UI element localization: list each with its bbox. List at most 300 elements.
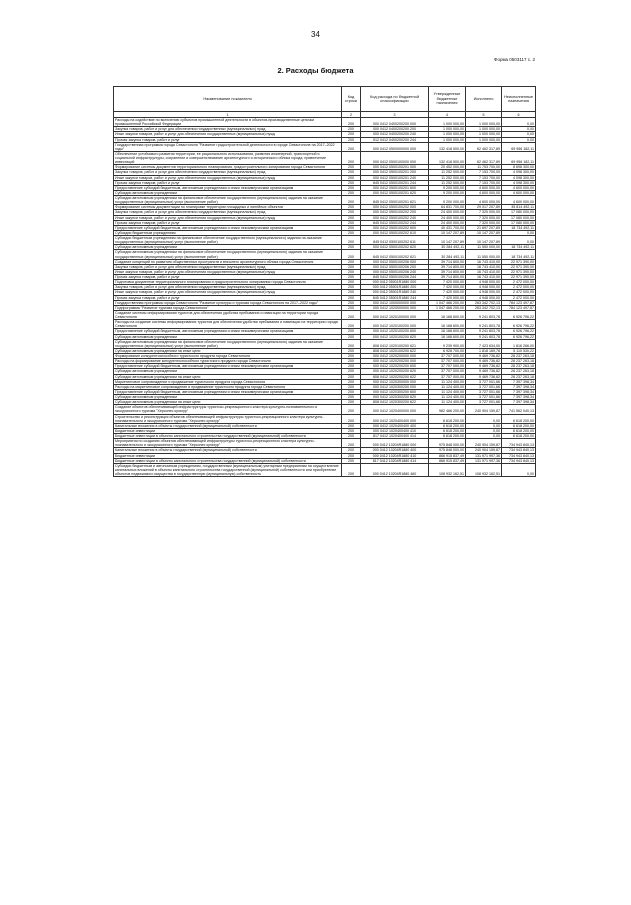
row-code: 200: [342, 236, 361, 245]
row-approved: 1 000 000,00: [429, 137, 466, 142]
row-name: Иные закупки товаров, работ и услуг для обеспечения государственных (муниципальных) нужд: [114, 175, 342, 180]
row-approved: 39 714 800,00: [429, 264, 466, 269]
row-approved: 132 418 500,00: [429, 151, 466, 164]
row-executed: 1 000 000,00: [466, 132, 502, 137]
row-approved: 11 124 400,00: [429, 379, 466, 384]
row-remaining: 2 472 000,00: [502, 280, 536, 285]
row-remaining: 28 237 263,18: [502, 374, 536, 379]
row-remaining: 69 956 182,11: [502, 151, 536, 164]
row-executed: 108 932 162,51: [466, 463, 502, 476]
row-remaining: 0,00: [502, 137, 536, 142]
row-classifier: 000 0412 1020300200 620: [361, 395, 429, 400]
row-classifier: 000 0412 10204R1880 460: [361, 463, 429, 476]
row-approved: 10 147 207,89: [429, 230, 466, 235]
row-classifier: 000 0412 1020300200 000: [361, 384, 429, 389]
row-name: Подготовка документов территориального планирования и градостроительного зонирования города Севастополя: [114, 280, 342, 285]
row-approved: 1 047 466 200,00: [429, 300, 466, 305]
row-executed: 240 904 159,87: [466, 448, 502, 453]
row-approved: 37 707 000,00: [429, 369, 466, 374]
row-approved: 24 400 000,00: [429, 210, 466, 215]
row-classifier: 000 0412 1020100200 600: [361, 329, 429, 334]
row-name: Предоставление субсидий бюджетным, автономным учреждениям и иным некоммерческим организациям: [114, 364, 342, 369]
row-executed: 29 017 207,89: [466, 205, 502, 210]
row-executed: 9 469 736,82: [466, 359, 502, 364]
header-code: Код строки: [342, 87, 361, 112]
row-code: 200: [342, 439, 361, 448]
row-executed: 4 600 000,00: [466, 190, 502, 195]
row-approved: 20 452 000,00: [429, 165, 466, 170]
row-code: 200: [342, 280, 361, 285]
row-executed: 1 000 000,00: [466, 137, 502, 142]
row-approved: 24 400 000,00: [429, 220, 466, 225]
row-name: Создание системы информирования туристов для обеспечения удобства пребывания и навигации на территории города Севастополя: [114, 310, 342, 319]
row-name: Иные закупки товаров, работ и услуг для обеспечения государственных (муниципальных) нужд: [114, 290, 342, 295]
row-code: 200: [342, 369, 361, 374]
row-name: Предоставление субсидий бюджетным, автономным учреждениям и иным некоммерческим организациям: [114, 225, 342, 230]
row-classifier: 845 0412 0500100201 621: [361, 196, 429, 205]
row-executed: 0,00: [466, 428, 502, 433]
row-remaining: 22 971 390,00: [502, 259, 536, 264]
row-name: Субсидии автономным учреждениям на финансовое обеспечение государственного (муниципального) задания на оказание государственных (муниципальных) услуг (выполнение работ): [114, 250, 342, 259]
row-name: Создание объектов обеспечивающей инфраструктуры туристско-рекреационного кластера культурно-познавательного и экскурсионного туризма "Херсонес культур": [114, 405, 342, 414]
row-executed: 16 743 410,00: [466, 264, 502, 269]
row-code: 200: [342, 245, 361, 250]
row-remaining: 2 472 000,00: [502, 285, 536, 290]
row-classifier: 000 0412 1020200200 600: [361, 364, 429, 369]
row-code: 200: [342, 423, 361, 428]
row-approved: 132 418 500,00: [429, 142, 466, 151]
row-name: Субсидии автономным учреждениям: [114, 395, 342, 400]
row-remaining: 6 618 200,00: [502, 434, 536, 439]
row-name: Субсидии автономным учреждениям на иные цели: [114, 400, 342, 405]
row-name: Субсидии автономным учреждениям: [114, 369, 342, 374]
row-executed: 11 550 000,00: [466, 245, 502, 250]
row-executed: 62 462 317,89: [466, 142, 502, 151]
row-remaining: 7 397 398,34: [502, 379, 536, 384]
row-executed: 16 743 410,00: [466, 269, 502, 274]
row-code: 200: [342, 275, 361, 280]
table-row: [114, 405, 536, 414]
row-code: 200: [342, 151, 361, 164]
row-code: 200: [342, 300, 361, 305]
row-executed: 7 320 000,00: [466, 210, 502, 215]
row-approved: 11 124 400,00: [429, 384, 466, 389]
row-classifier: 845 0412 0500100201 244: [361, 180, 429, 185]
table-row: [114, 236, 536, 245]
row-approved: 11 124 400,00: [429, 395, 466, 400]
row-executed: 0,00: [466, 423, 502, 428]
row-approved: 6 618 200,00: [429, 414, 466, 423]
row-approved: 11 252 000,00: [429, 180, 466, 185]
row-approved: 37 707 000,00: [429, 354, 466, 359]
row-code: 200: [342, 389, 361, 394]
row-executed: 4 948 000,00: [466, 280, 502, 285]
row-executed: 62 462 317,89: [466, 151, 502, 164]
row-code: 200: [342, 127, 361, 132]
row-classifier: 000 0412 1020300200 600: [361, 389, 429, 394]
row-classifier: 000 0412 1020100200 620: [361, 334, 429, 339]
table-header: [114, 87, 536, 118]
row-classifier: 000 0412 0500100202 600: [361, 225, 429, 230]
row-remaining: 0,00: [502, 118, 536, 127]
row-code: 200: [342, 295, 361, 300]
table-body: [114, 118, 536, 477]
row-name: Расходы на содействие по включению субъектов промышленной деятельности в обьектов-производственные цепочки промышленной Российской Федерации: [114, 118, 342, 127]
column-number: 4: [429, 112, 466, 118]
row-executed: 16 743 410,00: [466, 259, 502, 264]
row-remaining: 0,00: [502, 132, 536, 137]
row-approved: 9 200 000,00: [429, 185, 466, 190]
row-classifier: 000 0412 0500100201 000: [361, 165, 429, 170]
row-code: 200: [342, 359, 361, 364]
row-approved: 16 168 600,00: [429, 334, 466, 339]
row-classifier: 000 0412 0500100202 240: [361, 215, 429, 220]
row-approved: 9 200 000,00: [429, 190, 466, 195]
row-code: 200: [342, 230, 361, 235]
row-classifier: 000 0412 05001R1880 000: [361, 280, 429, 285]
row-code: 200: [342, 405, 361, 414]
row-name: Закупка товаров, работ и услуг для обеспечения государственных (муниципальных) нужд: [114, 127, 342, 132]
row-classifier: 817 0412 1020400400 414: [361, 434, 429, 439]
row-code: 200: [342, 348, 361, 353]
row-remaining: 4 098 300,00: [502, 175, 536, 180]
row-classifier: 000 0412 0500100201 620: [361, 190, 429, 195]
row-approved: 7 420 000,00: [429, 290, 466, 295]
row-classifier: 808 0412 1020100200 621: [361, 339, 429, 348]
table-row: [114, 118, 536, 127]
row-code: 200: [342, 329, 361, 334]
row-approved: 975 848 000,00: [429, 448, 466, 453]
row-classifier: 000 0412 0400200200 240: [361, 132, 429, 137]
header-approved: Утвержденные бюджетные назначения: [429, 87, 466, 112]
row-executed: 1 000 000,00: [466, 127, 502, 132]
column-number: 6: [502, 112, 536, 118]
row-code: 200: [342, 379, 361, 384]
row-classifier: 000 0412 1020200200 000: [361, 359, 429, 364]
header-remaining: Неисполненные назначения: [502, 87, 536, 112]
row-approved: 9 200 000,00: [429, 196, 466, 205]
row-remaining: 2 472 000,00: [502, 290, 536, 295]
row-name: Прочая закупка товаров, работ и услуг: [114, 295, 342, 300]
form-label: Форма 0503117 с. 2: [494, 57, 535, 62]
row-remaining: 741 562 040,13: [502, 405, 536, 414]
row-classifier: 000 0412 1020400400 400: [361, 423, 429, 428]
row-name: Субсидии бюджетным учреждениям на финансовое обеспечение государственного (муниципального) задания на оказание государственных (муниципальных) услуг (выполнение работ): [114, 236, 342, 245]
row-name: Прочая закупка товаров, работ и услуг: [114, 137, 342, 142]
row-name: Предоставление субсидий бюджетным, автономным учреждениям и иным некоммерческим организациям: [114, 185, 342, 190]
row-remaining: 2 472 000,00: [502, 295, 536, 300]
row-executed: 0,00: [466, 414, 502, 423]
table-row: [114, 414, 536, 423]
row-name: Субсидии автономным учреждениям на финансовое обеспечение государственного (муниципального) задания на оказание государственных (муниципальных) услуг (выполнение работ): [114, 339, 342, 348]
row-code: 200: [342, 180, 361, 185]
row-name: Субсидии бюджетным и автономным учреждениям, государственным (муниципальным) унитарным предприятиям на осуществление капитальных вложений в объекты капитального строительства государственной (муниципальной) собственности или приобретение объектов недвижимого имущества в государственную (муниципальную) собственность: [114, 463, 342, 476]
row-executed: 7 153 700,00: [466, 175, 502, 180]
row-executed: 3 727 001,66: [466, 384, 502, 389]
row-name: Закупка товаров, работ и услуг для обеспечения государственных (муниципальных) нужд: [114, 264, 342, 269]
row-classifier: 000 0412 1020400400 000: [361, 414, 429, 423]
row-remaining: 28 237 263,18: [502, 369, 536, 374]
table-row: [114, 463, 536, 476]
row-executed: 3 727 001,66: [466, 389, 502, 394]
table-row: [114, 250, 536, 259]
row-name: Расходы на маркетинговое сопровождение и продвижение туристского продукта города Севастополя: [114, 384, 342, 389]
row-code: 200: [342, 354, 361, 359]
row-classifier: 000 0412 0500000000 000: [361, 142, 429, 151]
row-name: Мероприятия по созданию объектов обеспечивающей инфраструктуры туристско-рекреационного кластера культурно-познавательного и экскурсионного туризма "Херсонес культур": [114, 439, 342, 448]
row-code: 200: [342, 384, 361, 389]
row-classifier: 808 0412 1020300200 622: [361, 400, 429, 405]
column-number: 1: [114, 112, 342, 118]
row-approved: 11 124 400,00: [429, 400, 466, 405]
row-executed: 131 971 997,36: [466, 453, 502, 458]
row-classifier: 000 0412 0500100202 620: [361, 245, 429, 250]
row-name: Предоставление субсидий бюджетным, автономным учреждениям и иным некоммерческим организациям: [114, 329, 342, 334]
row-code: 200: [342, 264, 361, 269]
row-code: 200: [342, 290, 361, 295]
row-code: 200: [342, 137, 361, 142]
table-row: [114, 142, 536, 151]
row-code: 200: [342, 259, 361, 264]
row-approved: 1 047 466 200,00: [429, 305, 466, 310]
row-classifier: 000 0412 10204R1880 400: [361, 448, 429, 453]
row-classifier: 000 0412 0500100201 600: [361, 185, 429, 190]
row-name: Субсидии автономным учреждениям на иные цели: [114, 348, 342, 353]
row-remaining: 6 926 796,22: [502, 334, 536, 339]
row-approved: 7 420 000,00: [429, 280, 466, 285]
row-remaining: 6 926 796,22: [502, 320, 536, 329]
row-remaining: 4 600 000,00: [502, 190, 536, 195]
row-approved: 6 928 700,00: [429, 348, 466, 353]
row-classifier: 000 0412 1020000000 000: [361, 305, 429, 310]
row-classifier: 000 0412 0500100202 000: [361, 205, 429, 210]
row-classifier: 845 0412 05001R1880 244: [361, 295, 429, 300]
row-executed: 11 550 000,00: [466, 250, 502, 259]
row-executed: 10 147 207,89: [466, 230, 502, 235]
row-name: Субсидии автономным учреждениям: [114, 245, 342, 250]
row-approved: 1 000 000,00: [429, 118, 466, 127]
row-remaining: 6 618 200,00: [502, 414, 536, 423]
row-executed: 9 241 803,78: [466, 329, 502, 334]
row-remaining: 734 943 840,13: [502, 453, 536, 458]
row-code: 200: [342, 305, 361, 310]
row-classifier: 000 0412 05001R1880 200: [361, 285, 429, 290]
row-approved: 7 420 000,00: [429, 285, 466, 290]
row-name: Строительство и реконструкция объектов обеспечивающей инфраструктуры туристско-рекреационного кластера культурно-познавательного и экскурсионного туризма "Херсонес культур": [114, 414, 342, 423]
row-executed: 7 423 634,00: [466, 339, 502, 348]
row-executed: 3 727 001,66: [466, 400, 502, 405]
row-code: 200: [342, 269, 361, 274]
row-executed: 4 600 000,00: [466, 185, 502, 190]
row-remaining: 0,00: [502, 230, 536, 235]
table-row: [114, 310, 536, 319]
row-name: Прочая закупка товаров, работ и услуг: [114, 220, 342, 225]
column-number: 2: [342, 112, 361, 118]
row-remaining: 4 098 300,00: [502, 170, 536, 175]
row-code: 200: [342, 196, 361, 205]
row-executed: 4 948 000,00: [466, 290, 502, 295]
row-remaining: 17 080 000,00: [502, 215, 536, 220]
row-classifier: 000 0412 05001R1880 240: [361, 290, 429, 295]
row-executed: 9 241 803,78: [466, 320, 502, 329]
row-classifier: 000 0412 0500100206 200: [361, 264, 429, 269]
row-code: 200: [342, 285, 361, 290]
row-approved: 37 707 000,00: [429, 359, 466, 364]
row-name: Формирование системы документации по планировке территории площадных и линейных объектов: [114, 205, 342, 210]
row-code: 200: [342, 310, 361, 319]
row-classifier: 000 0412 1020200200 620: [361, 369, 429, 374]
row-classifier: 000 0412 0500100206 000: [361, 259, 429, 264]
row-classifier: 000 0412 1020400400 410: [361, 428, 429, 433]
row-classifier: 845 0412 0500100202 621: [361, 250, 429, 259]
row-code: 200: [342, 428, 361, 433]
row-executed: 11 753 700,00: [466, 165, 502, 170]
row-classifier: 512 0412 0400200200 244: [361, 137, 429, 142]
row-approved: 11 252 000,00: [429, 170, 466, 175]
row-name: Расходы на формирование конкурентоспособного туристского продукта города Севастополя: [114, 359, 342, 364]
row-code: 200: [342, 320, 361, 329]
row-code: 200: [342, 250, 361, 259]
row-approved: 37 707 000,00: [429, 364, 466, 369]
row-remaining: 22 971 390,00: [502, 269, 536, 274]
row-approved: 6 618 200,00: [429, 428, 466, 433]
row-code: 200: [342, 414, 361, 423]
row-name: Бюджетные инвестиции в объекты капитального строительства государственной (муниципальной) собственности: [114, 458, 342, 463]
row-executed: 9 241 803,78: [466, 334, 502, 339]
row-remaining: 17 080 000,00: [502, 220, 536, 225]
row-name: Закупка товаров, работ и услуг для обеспечения государственных (муниципальных) нужд: [114, 170, 342, 175]
row-executed: 263 342 702,13: [466, 305, 502, 310]
row-code: 200: [342, 463, 361, 476]
row-classifier: 000 0412 0400200200 200: [361, 127, 429, 132]
row-name: Расходы на создание системы информирования туристов для обеспечения удобства пребывания и навигации на территории города Севастополя: [114, 320, 342, 329]
row-remaining: 4 600 000,00: [502, 185, 536, 190]
row-classifier: 845 0412 0500100202 244: [361, 220, 429, 225]
row-remaining: 784 123 497,87: [502, 305, 536, 310]
row-code: 200: [342, 190, 361, 195]
row-remaining: 0,00: [502, 127, 536, 132]
row-remaining: 18 734 492,11: [502, 225, 536, 230]
row-approved: 866 915 837,49: [429, 458, 466, 463]
row-executed: 9 469 736,82: [466, 369, 502, 374]
row-executed: 16 743 410,00: [466, 275, 502, 280]
row-executed: 7 320 000,00: [466, 215, 502, 220]
row-classifier: 000 0412 0500100000 000: [361, 151, 429, 164]
row-classifier: 000 0412 0500100201 200: [361, 170, 429, 175]
row-remaining: 4 600 000,00: [502, 196, 536, 205]
row-classifier: 000 0412 10204R1880 000: [361, 439, 429, 448]
row-name: Субсидии автономным учреждениям: [114, 334, 342, 339]
row-executed: 10 147 207,89: [466, 236, 502, 245]
row-classifier: 000 0412 1020100200 000: [361, 320, 429, 329]
row-code: 200: [342, 205, 361, 210]
column-number: 3: [361, 112, 429, 118]
row-classifier: 000 0412 0500100202 610: [361, 230, 429, 235]
row-remaining: 1 816 266,00: [502, 339, 536, 348]
row-approved: 975 848 000,00: [429, 439, 466, 448]
header-classifier: Код расхода по бюджетной классификации: [361, 87, 429, 112]
row-code: 200: [342, 395, 361, 400]
row-code: 200: [342, 215, 361, 220]
row-approved: 37 707 000,00: [429, 374, 466, 379]
row-executed: 3 727 001,66: [466, 395, 502, 400]
row-executed: 21 697 207,89: [466, 225, 502, 230]
table-row: [114, 320, 536, 329]
row-remaining: 8 698 300,00: [502, 165, 536, 170]
row-code: 200: [342, 374, 361, 379]
row-approved: 16 168 600,00: [429, 320, 466, 329]
row-code: 200: [342, 434, 361, 439]
row-name: Предоставление субсидий бюджетным, автономным учреждениям и иным некоммерческим организациям: [114, 389, 342, 394]
row-approved: 16 168 600,00: [429, 310, 466, 319]
row-code: 200: [342, 142, 361, 151]
row-code: 200: [342, 400, 361, 405]
row-remaining: 784 123 497,87: [502, 300, 536, 305]
row-remaining: 7 397 398,34: [502, 400, 536, 405]
row-approved: 16 168 600,00: [429, 329, 466, 334]
row-executed: 240 904 159,87: [466, 439, 502, 448]
row-name: Подпрограмма "Развитие туризма города Севастополя": [114, 305, 342, 310]
row-classifier: 845 0412 0500100202 611: [361, 236, 429, 245]
row-name: Бюджетные инвестиции: [114, 428, 342, 433]
row-name: Бюджетные инвестиции: [114, 453, 342, 458]
row-approved: 6 618 200,00: [429, 423, 466, 428]
row-name: Формирование системы документов территориального планирования, градостроительного зонирования города Севастополя: [114, 165, 342, 170]
row-remaining: 5 110 530,22: [502, 348, 536, 353]
row-classifier: 000 0412 0400200200 000: [361, 118, 429, 127]
row-name: Обеспечение устойчивого развития территории, ее рационального использования, развития инженерной, транспортной и социальной инфраструктуры, сохранение и совершенствование архитектурного и исторического облика города, привлечение инвестиций: [114, 151, 342, 164]
row-name: Прочая закупка товаров, работ и услуг: [114, 180, 342, 185]
row-executed: 9 469 736,82: [466, 364, 502, 369]
row-executed: 0,00: [466, 434, 502, 439]
row-approved: 982 466 200,00: [429, 405, 466, 414]
row-approved: 11 124 400,00: [429, 389, 466, 394]
row-remaining: 6 618 200,00: [502, 423, 536, 428]
row-classifier: 000 0412 1000000000 000: [361, 300, 429, 305]
row-name: Капитальные вложения в объекты государственной (муниципальной) собственности: [114, 448, 342, 453]
row-remaining: 4 098 300,00: [502, 180, 536, 185]
row-classifier: 000 0412 1020100000 000: [361, 310, 429, 319]
row-executed: 4 600 000,00: [466, 196, 502, 205]
row-code: 200: [342, 118, 361, 127]
row-classifier: 000 0412 1020400000 000: [361, 405, 429, 414]
row-name: Закупка товаров, работ и услуг для обеспечения государственных (муниципальных) нужд: [114, 285, 342, 290]
row-code: 200: [342, 448, 361, 453]
row-remaining: 22 971 390,00: [502, 275, 536, 280]
row-approved: 108 932 162,51: [429, 463, 466, 476]
row-approved: 40 431 700,00: [429, 225, 466, 230]
row-executed: 263 342 702,13: [466, 300, 502, 305]
row-executed: 4 948 000,00: [466, 295, 502, 300]
row-name: Иные закупки товаров, работ и услуг для обеспечения государственных (муниципальных) нужд: [114, 215, 342, 220]
row-name: Капитальные вложения в объекты государственной (муниципальной) собственности: [114, 423, 342, 428]
row-code: 200: [342, 132, 361, 137]
row-classifier: 000 0412 0500100201 240: [361, 175, 429, 180]
row-remaining: 734 943 840,13: [502, 448, 536, 453]
table-row: [114, 339, 536, 348]
row-executed: 9 469 736,82: [466, 374, 502, 379]
row-remaining: 7 397 398,34: [502, 384, 536, 389]
row-code: 200: [342, 220, 361, 225]
row-name: Субсидии автономным учреждениям на финансовое обеспечение государственного (муниципального) задания на оказание государственных (муниципальных) услуг (выполнение работ): [114, 196, 342, 205]
row-approved: 10 147 207,89: [429, 236, 466, 245]
table-row: [114, 439, 536, 448]
row-executed: 7 320 000,00: [466, 220, 502, 225]
row-code: 200: [342, 210, 361, 215]
row-remaining: 0,00: [502, 463, 536, 476]
row-classifier: 000 0412 0500100206 240: [361, 269, 429, 274]
row-executed: 240 904 159,87: [466, 405, 502, 414]
